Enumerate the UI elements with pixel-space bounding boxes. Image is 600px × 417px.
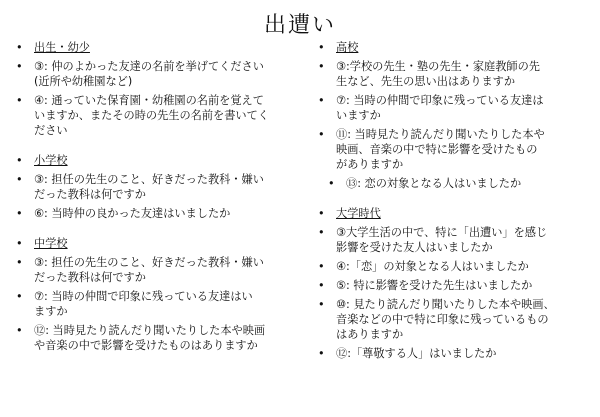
list-item [318,259,590,274]
section-junior-high [16,236,301,353]
bullet-icon: • [318,260,325,273]
heading-text: 小学校 [34,154,68,167]
list-item [318,176,590,191]
bullet-icon: • [328,177,335,190]
heading-text: 大学時代 [336,207,381,220]
list-item [318,59,590,89]
section-elementary-school [16,153,301,221]
list-item [318,127,590,172]
item-text: ⑤: 特に影響を受けた先生はいましたか [336,279,533,292]
section-heading [16,236,301,251]
list-item [16,59,301,89]
bullet-icon: • [318,347,325,360]
bullet-icon: • [16,94,23,107]
bullet-icon: • [318,226,325,239]
item-text: ③: 担任の先生のこと、好きだった教科・嫌い だった教科は何ですか [34,256,264,284]
bullet-icon: • [318,128,325,141]
bullet-icon: • [16,237,23,250]
list-item [16,289,301,319]
section-heading [318,206,590,221]
item-text: ③: 仲のよかった友達の名前を挙げてください (近所や幼稚園など) [34,60,264,88]
bullet-icon: • [16,173,23,186]
item-text: ⑫: 当時見たり読んだり聞いたりした本や映画 や音楽の中で影響を受けたものはありますか [34,324,266,352]
list-item [16,255,301,285]
bullet-icon: • [16,290,23,303]
list-item [16,172,301,202]
bullet-icon: • [16,154,23,167]
item-text: ③:学校の先生・塾の先生・家庭教師の先 生など、先生の思い出はありますか [336,60,540,88]
bullet-icon: • [16,324,23,337]
list-item [16,323,301,353]
item-text: ④: 通っていた保育園・幼稚園の名前を覚えて いますか、またその時の先生の名前を書いてく ださい [34,94,269,137]
item-text: ⑦: 当時の仲間で印象に残っている友達はい ますか [34,290,253,318]
bullet-icon: • [318,41,325,54]
item-text: ⑩: 見たり読んだり聞いたりした本や映画、 音楽などの中で特に印象に残っているもの はありますか [336,298,555,341]
section-university [318,206,590,361]
item-text: ⑥: 当時仲の良かった友達はいましたか [34,207,231,220]
bullet-icon: • [318,94,325,107]
bullet-icon: • [16,41,23,54]
heading-text: 中学校 [34,237,68,250]
section-heading [318,40,590,55]
bullet-icon: • [16,207,23,220]
bullet-icon: • [318,279,325,292]
bullet-icon: • [16,256,23,269]
list-item [318,225,590,255]
section-high-school [318,40,590,191]
item-text: ⑬: 恋の対象となる人はいましたか [346,177,522,190]
section-birth-childhood [16,40,301,138]
left-column [16,40,301,368]
bullet-icon: • [318,60,325,73]
item-text: ⑫:「尊敬する人」はいましたか [336,347,497,360]
list-item [16,93,301,138]
list-item [318,346,590,361]
list-item [318,278,590,293]
list-item [16,206,301,221]
section-heading [16,40,301,55]
bullet-icon: • [318,298,325,311]
item-text: ③大学生活の中で、特に「出遭い」を感じ 影響を受けた友人はいましたか [336,226,548,254]
page-title: 出遭い [263,13,336,38]
item-text: ⑦: 当時の仲間で印象に残っている友達は いますか [336,94,544,122]
section-heading [16,153,301,168]
item-text: ④:「恋」の対象となる人はいましたか [336,260,529,273]
list-item [318,297,590,342]
bullet-icon: • [16,60,23,73]
heading-text: 出生・幼少 [34,41,90,54]
item-text: ③: 担任の先生のこと、好きだった教科・嫌い だった教科は何ですか [34,173,264,201]
list-item [318,93,590,123]
right-column [318,40,590,376]
item-text: ⑪: 当時見たり読んだり聞いたりした本や 映画、音楽の中で特に影響を受けたもの がありますか [336,128,545,171]
heading-text: 高校 [336,41,359,54]
bullet-icon: • [318,207,325,220]
